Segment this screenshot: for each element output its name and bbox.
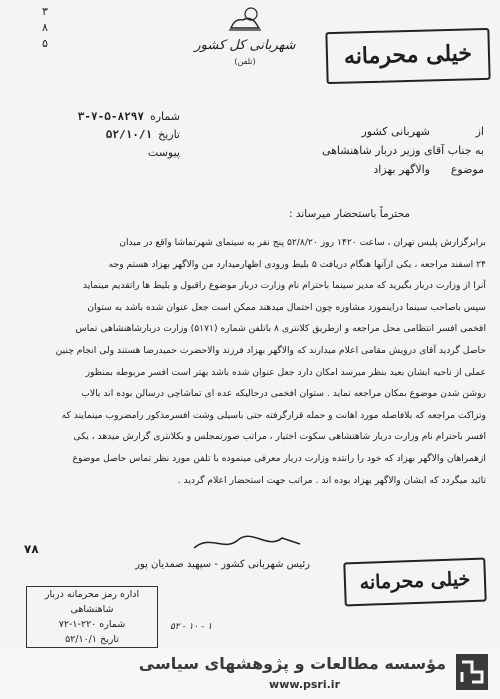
from-value: شهربانی کشور: [361, 125, 430, 138]
institute-logo-icon: [454, 652, 490, 692]
file-marker: ۷۸: [24, 542, 39, 556]
margin-mark: ۳ ۸ ۵: [42, 5, 48, 50]
classification-stamp-bottom: خیلی محرمانه: [343, 558, 486, 607]
attachment-label: پیوست: [147, 146, 180, 159]
number-label: شماره: [149, 110, 180, 123]
subject-row: [184, 160, 484, 179]
date-row: [20, 126, 180, 144]
body-line: آنرا از وزارت دربار بگیرید که مدیر سینما باحترام نام وزارت دربار موضوع راقبول و بلیط ها راتقدیم مینماید: [82, 280, 486, 292]
agency-name: شهربانی کل کشور: [194, 38, 296, 53]
archive-number: شماره ۲۲۰-۱-۷۲: [58, 619, 126, 630]
body-line: افسر باحترام نام وزارت دربار شاهنشاهی سکوت اختیار ، مراتب صورتمجلس و بکلانتری گزارش میدهد ، یکی: [73, 431, 486, 443]
date-label: تاریخ: [158, 128, 180, 141]
lion-and-sun-emblem-icon: [225, 6, 265, 32]
reference-block: [20, 108, 180, 162]
subject-label: موضوع: [450, 163, 484, 176]
body-line: تائید میگردد که ایشان والاگهر بهزاد بوده اند . مراتب جهت استحضار اعلام گردید .: [177, 474, 486, 486]
institute-url[interactable]: www.psri.ir: [269, 678, 340, 691]
classification-stamp: خیلی محرمانه: [325, 28, 490, 84]
subject-value: والاگهر بهزاد: [373, 163, 430, 176]
from-label: از: [475, 125, 484, 138]
from-row: [184, 122, 484, 141]
date-value: ۵۲/۱۰/۱: [105, 128, 153, 141]
body-line: افخمی افسر انتظامی محل مراجعه و ازطریق کلانتری ۸ باتلفن شماره (۵۱۷۱) وزارت دربارشاهنشاهی تماس: [75, 323, 486, 335]
phone-label: (تلفن): [234, 57, 256, 66]
to-value: به جناب آقای وزیر دربار شاهنشاهی: [321, 144, 484, 157]
signature-scribble-icon: [190, 530, 310, 556]
address-block: [184, 122, 484, 179]
body-line: برابرگزارش پلیس تهران ، ساعت ۱۴۲۰ روز ۵۲/۸/۲۰ پنج نفر به سینمای شهرتماشا واقع در میدان: [119, 237, 486, 248]
body-line: ازهمراهان والاگهر بهزاد که خود را رانتده وزارت دربار معرفی مینموده با تلفن مورد نظر تماس حاصل موضوع: [72, 452, 486, 464]
body-line: حاصل گردید آقای درویش مقامی اعلام میدارند که والاگهر بهزاد فرزند والاحضرت حمیدرضا هستند ولی انجام چنین: [55, 344, 486, 356]
reference-number-row: [20, 108, 180, 126]
body-line: سپس باصاحب سینما دراینمورد مشاوره چون احتمال میدهند ممکن است جعل عنوان شده باشد به ستوان: [87, 301, 486, 313]
letterhead: [190, 6, 300, 70]
attachment-row: [20, 144, 180, 162]
salutation: محترماً باستحضار میرساند :: [289, 208, 410, 220]
archive-date: تاریخ ۵۲/۱۰/۱: [65, 634, 119, 645]
letter-body: [14, 232, 486, 491]
number-value: ۳-۷-۵-۸۲۹۷: [77, 110, 144, 123]
signatory-title: رئیس شهربانی کشور - سپهبد صمدیان پور: [135, 559, 310, 570]
archive-stamp: [26, 586, 158, 648]
archive-office: اداره رمز محرمانه دربار شاهنشاهی: [44, 589, 140, 615]
body-line: روشن شدن موضوع بمکان مراجعه نماید . ستوان افخمی درحالیکه عده ای تماشاچی درسالن بوده اند بالاب: [81, 388, 486, 400]
handwritten-date: ۵۲ - ۱۰ - ۱: [170, 622, 213, 632]
body-line: وتزاکت مراجعه که بلافاصله مورد اهانت و حمله قرارگرفته حتی باسیلی وشت افسرمذکور رامضروب مینمایند که: [61, 409, 486, 421]
body-line: ۲۴ اسفند مراجعه ، یکی ازآنها هنگام دریافت ۵ بلیط ورودی اظهارمیدارد من والاگهر بهزاد هستم وجه: [108, 258, 486, 270]
signature-block: [100, 530, 310, 570]
footer-watermark: [0, 648, 500, 699]
body-line: عملی از ناحیه ایشان بعید بنظر میرسد امکان دارد جعل عنوان شده باشد بهتر است افسر مربوطه بمنظور: [85, 366, 486, 378]
institute-name: مؤسسه مطالعات و پژوهشهای سیاسی: [138, 654, 446, 673]
to-row: [184, 141, 484, 160]
